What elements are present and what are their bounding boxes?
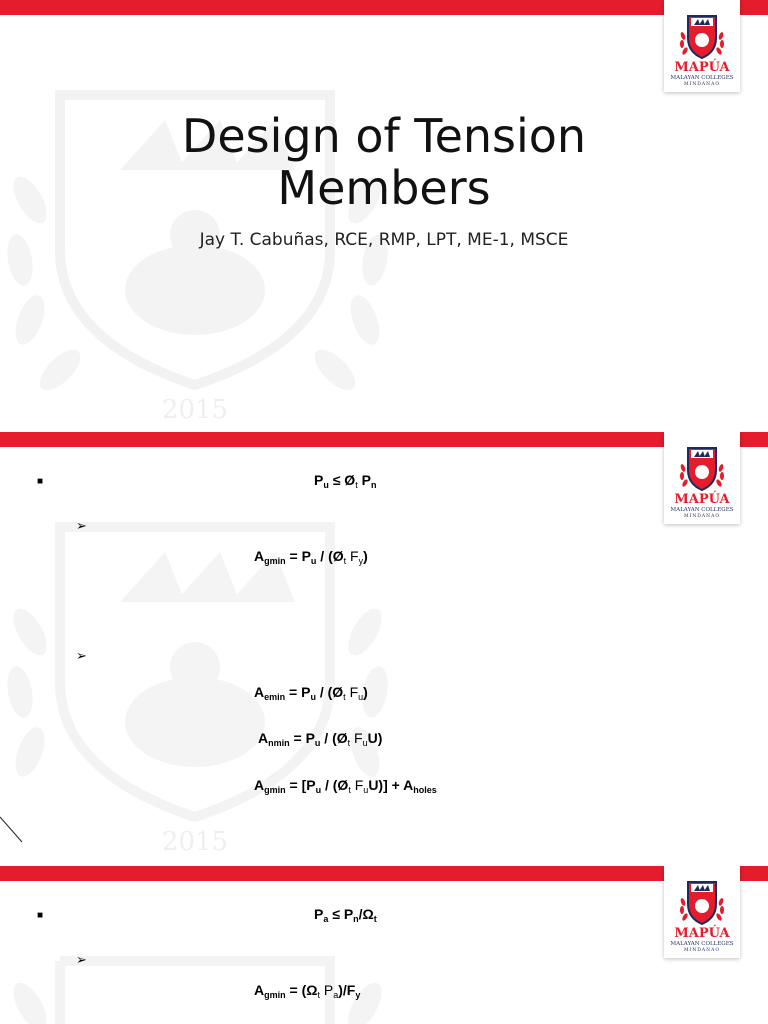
logo-name: MAPÚA [674, 926, 730, 941]
lrfd-slide [0, 432, 768, 866]
logo-line3: MINDANAO [683, 948, 721, 953]
logo-name: MAPÚA [674, 492, 730, 507]
watermark-year: 2015 [161, 827, 229, 857]
logo-line3: MINDANAO [683, 82, 721, 87]
logo-line2: MALAYAN COLLEGES [670, 507, 734, 513]
equation-aemin: $A_{emin} = P_u$ / ($Ø_t$ $F_u$) [254, 684, 368, 702]
slide-subtitle: Jay T. Cabuñas, RCE, RMP, LPT, ME-1, MSCE [199, 230, 569, 250]
logo-line2: MALAYAN COLLEGES [670, 941, 734, 947]
arrow-marker: ➢ [76, 518, 87, 533]
watermark-crest-icon [0, 432, 420, 866]
mapua-logo [664, 0, 740, 92]
arrow-marker: ➢ [76, 648, 87, 663]
bullet-marker: ■ [37, 476, 44, 487]
mapua-logo [664, 432, 740, 524]
equation-pu-le-phi-pn: $P_u$ ≤ $Ø_t$ $P_n$ [314, 472, 377, 490]
equation-agmin-holes: $A_{gmin} = [P_u$ / ($Ø_t$ $F_uU)] + A_{holes}$ [254, 777, 437, 795]
logo-name: MAPÚA [674, 60, 730, 75]
title-slide [0, 0, 768, 432]
watermark-year: 2015 [161, 395, 229, 425]
watermark-crest-icon [0, 0, 420, 432]
asd-slide [0, 866, 768, 1024]
title-line-2: Members [277, 161, 491, 215]
equation-anmin: $A_{nmin} = P_u$ / ($Ø_t$ $F_uU$) [258, 730, 383, 748]
arrow-marker: ➢ [76, 952, 87, 967]
bullet-marker: ■ [37, 910, 44, 921]
equation-agmin-asd: $A_{gmin} = (\Omega_t$ $P_a)/F_y$ [254, 982, 361, 1000]
mapua-logo [664, 866, 740, 958]
slide-title [84, 110, 684, 214]
title-line-1: Design of Tension [181, 109, 587, 163]
logo-line2: MALAYAN COLLEGES [670, 75, 734, 81]
watermark-crest-icon [0, 866, 420, 1024]
equation-agmin-yield: $A_{gmin} = P_u$ / ($Ø_t$ $F_y$) [254, 548, 368, 566]
equation-pa-le-pn-omega: $P_a \le P_n/\Omega_t$ [314, 906, 377, 924]
logo-line3: MINDANAO [683, 514, 721, 519]
